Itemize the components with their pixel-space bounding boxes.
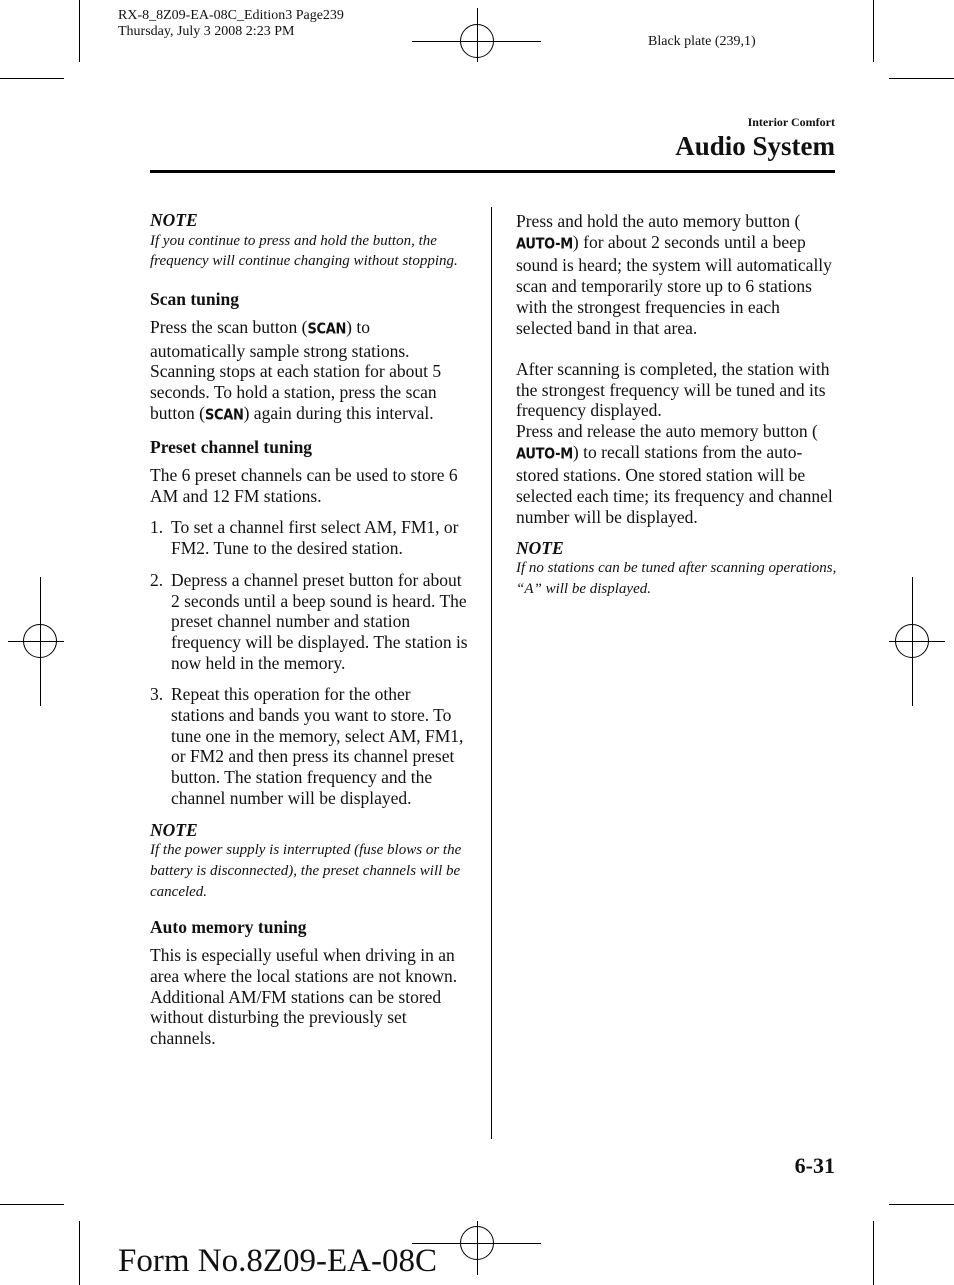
auto-memory-heading: Auto memory tuning — [150, 917, 307, 938]
text-fragment: Press and hold the auto memory button ( — [516, 211, 801, 231]
registration-mark-line — [889, 641, 945, 642]
auto-memory-recall-text — [516, 421, 838, 528]
crop-mark — [79, 1221, 80, 1285]
preset-intro: The 6 preset channels can be used to store 6 AM and 12 FM stations. — [150, 465, 458, 506]
scan-button-icon: SCAN — [204, 406, 244, 424]
step-number: 2. — [150, 569, 164, 590]
preset-steps — [150, 517, 468, 808]
scan-button-icon: SCAN — [307, 320, 347, 338]
step-text: To set a channel first select AM, FM1, or FM2. Tune to the desired station. — [171, 517, 459, 559]
text-fragment: ) again during this interval. — [243, 402, 434, 423]
note-text: If you continue to press and hold the button, the frequency will continue changing without stopping. — [150, 232, 458, 270]
note-heading: NOTE — [150, 210, 198, 230]
text-fragment: ) to automatically sample strong stations. Scanning stops at each station for about 5 seconds. To hold a station, press the scan button ( — [150, 316, 442, 423]
step-number: 1. — [150, 517, 164, 538]
note-heading: NOTE — [150, 819, 198, 840]
note-heading: NOTE — [516, 537, 564, 558]
print-job-line: Thursday, July 3 2008 2:23 PM — [118, 24, 295, 39]
preset-tuning-heading: Preset channel tuning — [150, 437, 313, 458]
section-category: Interior Comfort — [747, 115, 835, 129]
plate-label: Black plate (239,1) — [648, 34, 756, 49]
left-column — [150, 210, 468, 1049]
list-item — [150, 570, 468, 674]
page-title: Audio System — [675, 131, 835, 161]
text-fragment: Press the scan button ( — [150, 316, 308, 337]
print-job-line: RX-8_8Z09-EA-08C_Edition3 Page239 — [118, 8, 344, 23]
scan-tuning-text — [150, 317, 468, 427]
text-fragment: ) to recall stations from the auto-stored stations. One stored station will be selected each time; its frequency and channel number will be displayed. — [516, 441, 833, 527]
registration-mark-line — [477, 8, 478, 62]
crop-mark — [873, 1221, 874, 1285]
crop-mark — [0, 78, 64, 79]
registration-mark-line — [40, 577, 41, 706]
step-text: Depress a channel preset button for about 2 seconds until a beep sound is heard. The preset channel number and station frequency will be displayed. The station is now held in the memory. — [171, 569, 468, 673]
page-number: 6-31 — [794, 1153, 835, 1178]
list-item — [150, 684, 468, 808]
column-divider — [491, 207, 492, 1139]
list-item — [150, 517, 468, 558]
registration-mark-line — [477, 1221, 478, 1275]
step-text: Repeat this operation for the other stations and bands you want to store. To tune one in the memory, select AM, FM1, or FM2 and then press its channel preset button. The station frequency and the channel number will be displayed. — [171, 684, 464, 808]
auto-memory-text: This is especially useful when driving in an area where the local stations are not known. Additional AM/FM stations can be stored without disturbing the previously set channels. — [150, 945, 458, 1048]
auto-memory-button-icon: AUTO-M — [516, 235, 573, 253]
crop-mark — [79, 0, 80, 62]
registration-mark-line — [8, 641, 64, 642]
form-number: Form No.8Z09-EA-08C — [118, 1243, 437, 1279]
crop-mark — [889, 1204, 954, 1205]
auto-memory-store-text — [516, 211, 838, 338]
note-text: If no stations can be tuned after scanning operations, “A” will be displayed. — [516, 560, 837, 597]
right-column — [516, 211, 838, 600]
registration-mark-line — [912, 577, 913, 706]
step-number: 3. — [150, 684, 164, 705]
scan-tuning-heading: Scan tuning — [150, 289, 239, 310]
text-fragment: ) for about 2 seconds until a beep sound is heard; the system will automatically scan and temporarily store up to 6 stations with the strongest frequencies in each selected band in that area. — [516, 231, 832, 338]
title-rule — [150, 170, 835, 173]
crop-mark — [873, 0, 874, 62]
scan-complete-text: After scanning is completed, the station with the strongest frequency will be tuned and its frequency displayed. — [516, 358, 830, 421]
crop-mark — [889, 78, 954, 79]
text-fragment: Press and release the auto memory button ( — [516, 421, 818, 442]
print-job-info — [118, 8, 344, 40]
auto-memory-button-icon: AUTO-M — [516, 445, 573, 463]
crop-mark — [0, 1204, 64, 1205]
note-text: If the power supply is interrupted (fuse blows or the battery is disconnected), the preset channels will be canceled. — [150, 842, 462, 900]
